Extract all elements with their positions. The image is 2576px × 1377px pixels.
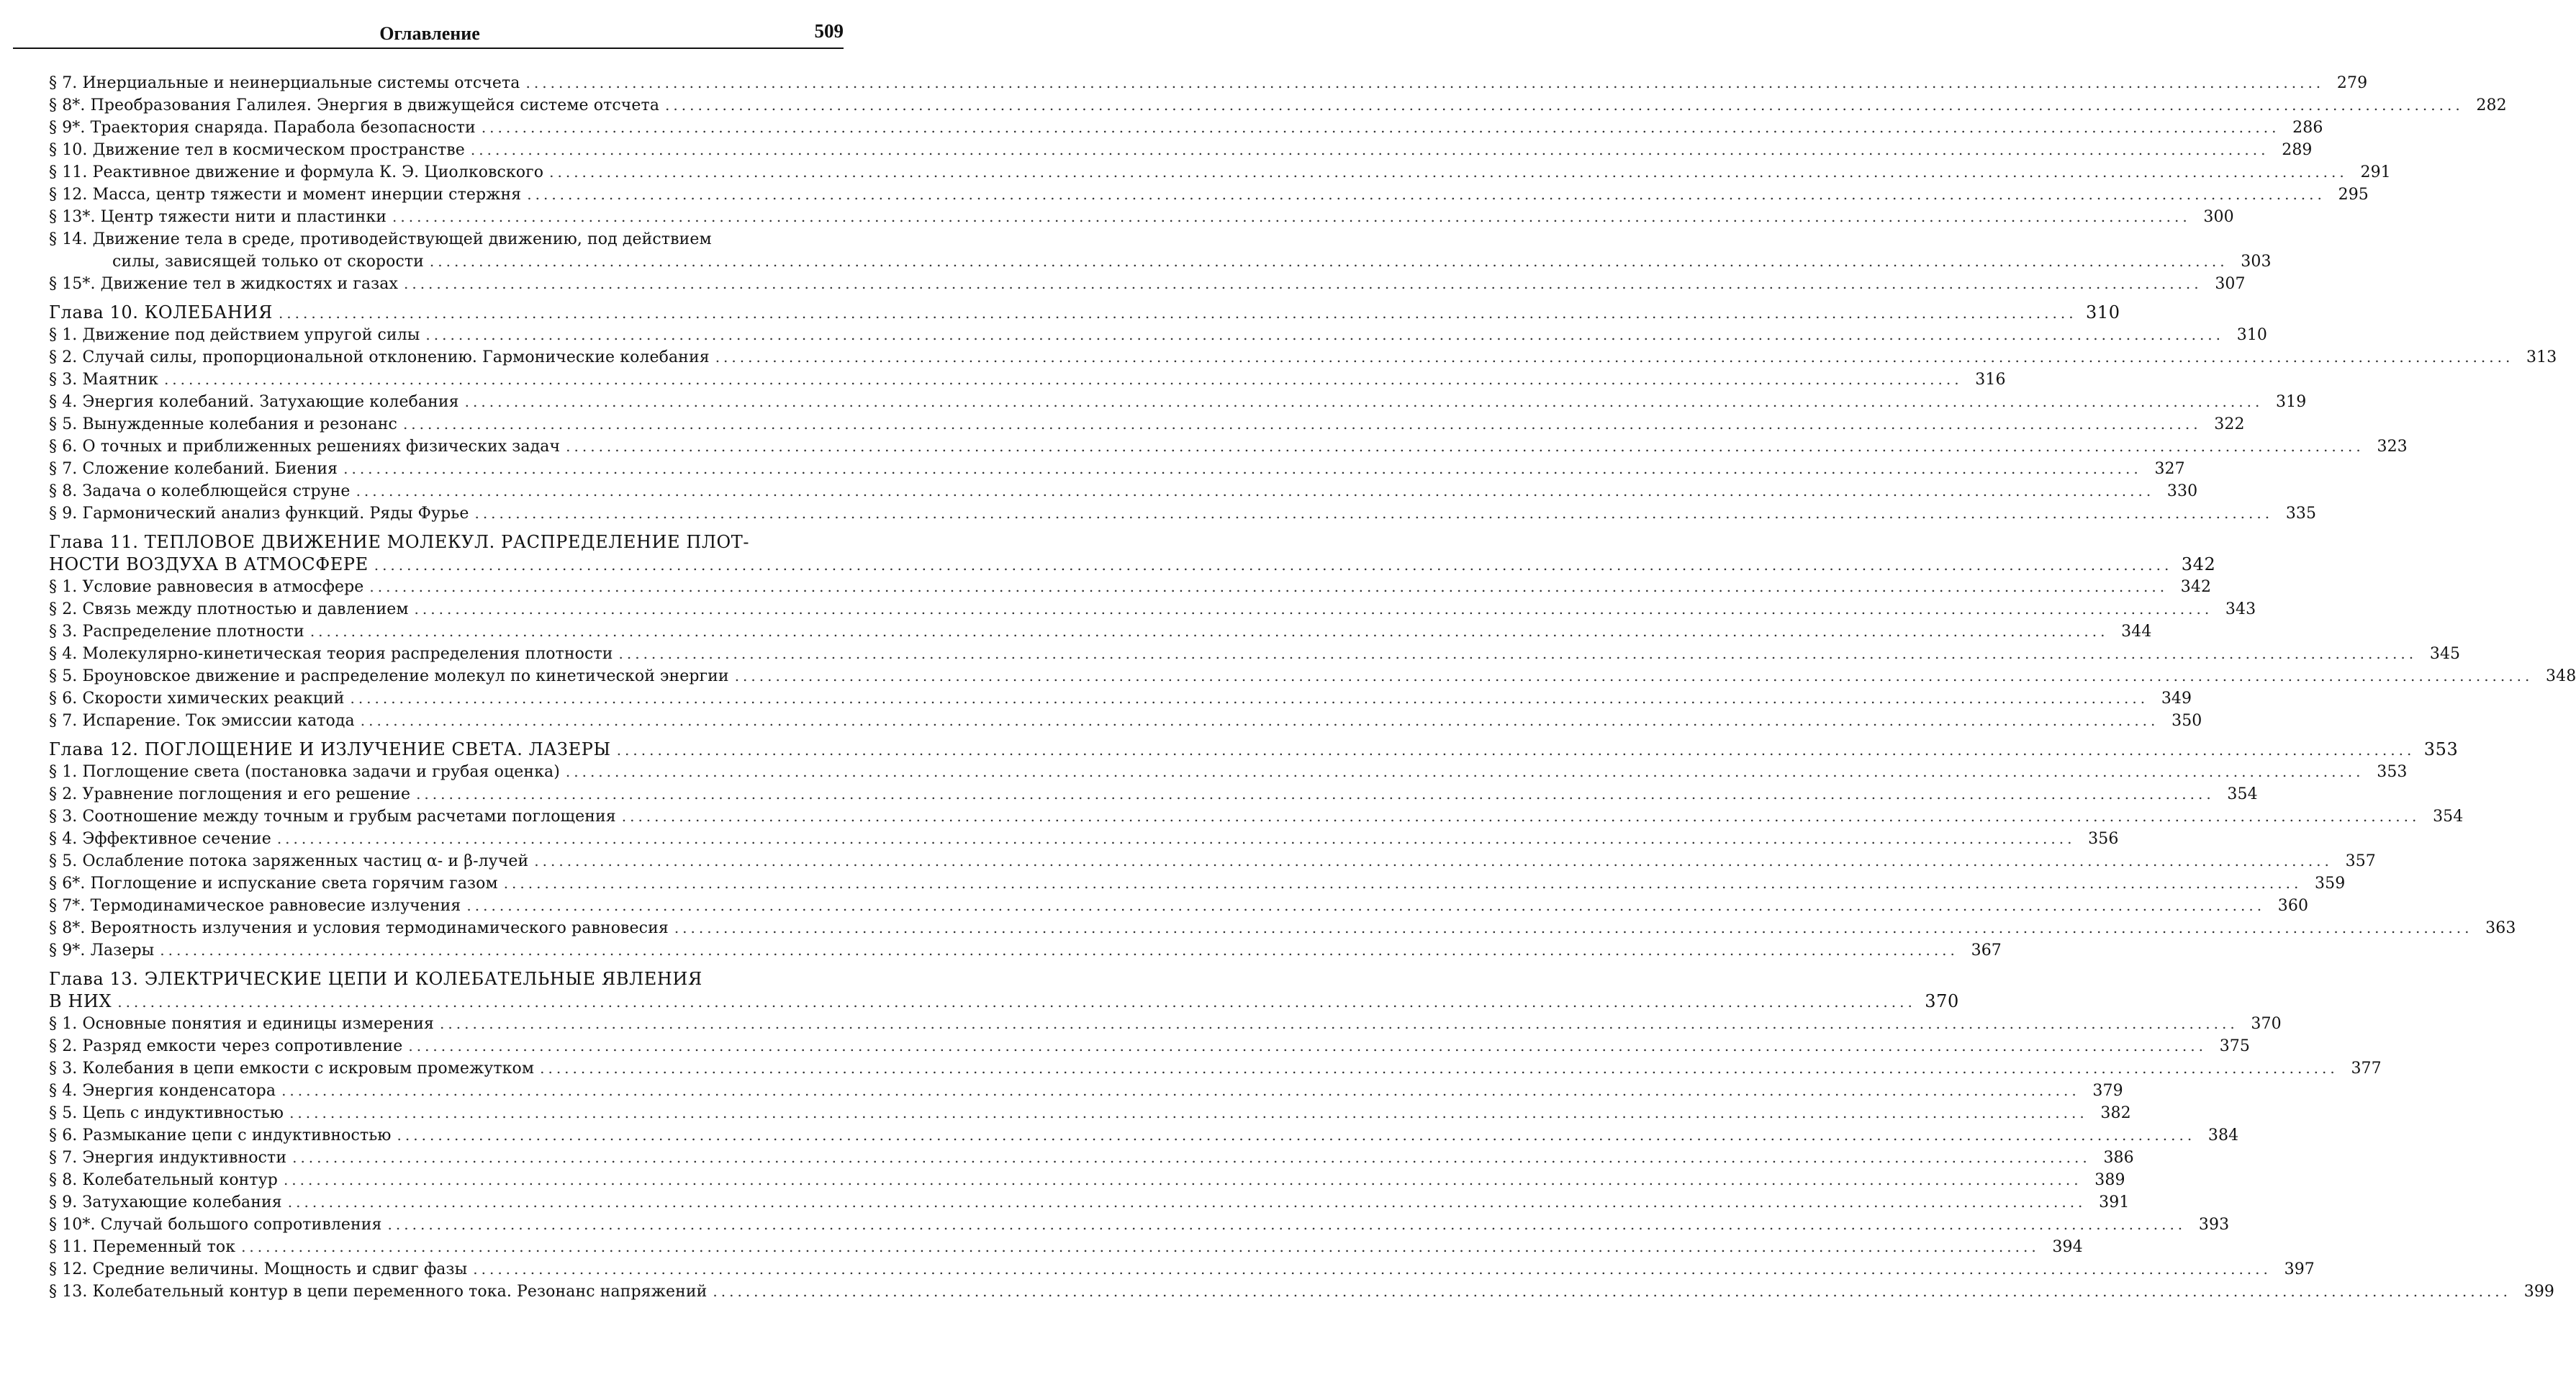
toc-entry xyxy=(49,895,2309,917)
toc-entry xyxy=(49,783,2258,805)
toc-entry xyxy=(49,1147,2134,1169)
toc-entry-title: § 6. Скорости химических реакций xyxy=(49,690,345,708)
toc-entry-title: § 6*. Поглощение и испускание света горячим газом xyxy=(49,875,498,893)
toc-entry xyxy=(49,184,2369,206)
toc-chapter-heading xyxy=(49,739,2459,761)
toc-entry-title: § 7*. Термодинамическое равновесие излучения xyxy=(49,897,461,915)
toc-entry-title: § 2. Случай силы, пропорциональной отклонению. Гармонические колебания xyxy=(49,348,710,366)
toc-entry-title: § 13. Колебательный контур в цепи переменного тока. Резонанс напряжений xyxy=(49,1283,708,1301)
toc-page-number: 393 xyxy=(2198,1216,2230,1234)
toc-entry-title: § 7. Сложение колебаний. Биения xyxy=(49,460,338,478)
toc-page-number: 379 xyxy=(2092,1082,2123,1100)
toc-entry xyxy=(49,643,2461,665)
toc-page-number: 357 xyxy=(2345,852,2376,870)
header-rule xyxy=(13,48,844,49)
dot-leader: ............................................................................................................................................................................................................................ xyxy=(369,578,2169,595)
toc-page-number: 330 xyxy=(2166,482,2198,500)
dot-leader: ............................................................................................................................................................................................................................ xyxy=(540,1060,2338,1077)
toc-page-number: 316 xyxy=(1975,371,2006,389)
toc-entry xyxy=(49,206,2234,228)
toc-entry xyxy=(49,1124,2239,1147)
toc-entry-title: § 5. Вынужденные колебания и резонанс xyxy=(49,415,397,433)
toc-page-number: 353 xyxy=(2423,739,2459,759)
toc-entry xyxy=(49,828,2119,850)
dot-leader: ............................................................................................................................................................................................................................ xyxy=(160,942,1958,959)
toc-entry-title: В НИХ xyxy=(49,991,112,1011)
toc-entry xyxy=(49,1281,2555,1303)
dot-leader: ............................................................................................................................................................................................................................ xyxy=(292,1149,2091,1166)
toc-page-number: 363 xyxy=(2485,919,2516,937)
toc-entry-title: § 4. Энергия конденсатора xyxy=(49,1082,276,1100)
dot-leader: ............................................................................................................................................................................................................................ xyxy=(470,141,2269,158)
toc-entry-title: § 2. Разряд емкости через сопротивление xyxy=(49,1037,403,1055)
toc-page-number: 295 xyxy=(2338,186,2369,204)
toc-entry-title: § 3. Соотношение между точным и грубым расчетами поглощения xyxy=(49,808,616,826)
dot-leader: ............................................................................................................................................................................................................................ xyxy=(278,304,2077,322)
toc-entry xyxy=(49,346,2557,369)
dot-leader: ............................................................................................................................................................................................................................ xyxy=(425,326,2225,343)
dot-leader: ............................................................................................................................................................................................................................ xyxy=(565,763,2364,780)
dot-leader: ............................................................................................................................................................................................................................ xyxy=(117,993,1916,1011)
dot-leader: ............................................................................................................................................................................................................................ xyxy=(527,186,2326,203)
toc-page-number: 386 xyxy=(2103,1149,2134,1167)
toc-entry xyxy=(49,273,2246,295)
toc-chapter-heading xyxy=(49,554,2216,576)
toc-page-number: 354 xyxy=(2227,785,2258,803)
toc-entry-title: § 4. Эффективное сечение xyxy=(49,830,271,848)
toc-entry xyxy=(49,1080,2123,1102)
dot-leader: ............................................................................................................................................................................................................................ xyxy=(481,119,2280,136)
toc-entry-title: § 7. Испарение. Ток эмиссии катода xyxy=(49,712,355,730)
toc-page-number: 286 xyxy=(2292,119,2323,137)
toc-page-number: 356 xyxy=(2088,830,2119,848)
toc-page-number: 367 xyxy=(1971,942,2002,960)
toc-entry-title: Глава 13. ЭЛЕКТРИЧЕСКИЕ ЦЕПИ И КОЛЕБАТЕЛЬНЫЕ ЯВЛЕНИЯ xyxy=(49,969,702,989)
toc-entry xyxy=(49,391,2307,413)
toc-entry-title: § 11. Реактивное движение и формула К. Э. Циолковского xyxy=(49,163,544,181)
toc-entry xyxy=(49,598,2256,620)
dot-leader: ............................................................................................................................................................................................................................ xyxy=(440,1015,2238,1032)
toc-entry-title: § 5. Броуновское движение и распределение молекул по кинетической энергии xyxy=(49,667,729,685)
toc-entry-title: § 6. О точных и приближенных решениях физических задач xyxy=(49,438,561,456)
toc-page-number: 327 xyxy=(2154,460,2185,478)
toc-entry xyxy=(49,1035,2250,1057)
toc-page-number: 343 xyxy=(2225,600,2256,618)
toc-page-number: 377 xyxy=(2351,1060,2382,1078)
dot-leader: ............................................................................................................................................................................................................................ xyxy=(350,690,2149,707)
toc-page-number: 370 xyxy=(2251,1015,2282,1033)
toc-entry-title: НОСТИ ВОЗДУХА В АТМОСФЕРЕ xyxy=(49,554,369,574)
toc-page-number: 359 xyxy=(2315,875,2346,893)
toc-entry-title: § 3. Маятник xyxy=(49,371,158,389)
dot-leader: ............................................................................................................................................................................................................................ xyxy=(283,1171,2082,1188)
toc-entry-title: § 8*. Преобразования Галилея. Энергия в движущейся системе отсчета xyxy=(49,96,660,114)
dot-leader: ............................................................................................................................................................................................................................ xyxy=(309,623,2109,640)
toc-page-number: 397 xyxy=(2284,1260,2315,1278)
toc-entry xyxy=(49,872,2346,895)
toc-section-block xyxy=(49,739,2516,962)
toc-entry-title: § 12. Масса, центр тяжести и момент инерции стержня xyxy=(49,186,522,204)
dot-leader: ............................................................................................................................................................................................................................ xyxy=(403,275,2202,292)
toc-entry xyxy=(49,94,2507,117)
dot-leader: ............................................................................................................................................................................................................................ xyxy=(281,1082,2080,1099)
toc-entry xyxy=(49,1057,2382,1080)
toc-chapter-heading xyxy=(49,302,2120,324)
toc-entry xyxy=(49,710,2202,732)
toc-entry-title: Глава 10. КОЛЕБАНИЯ xyxy=(49,302,273,322)
toc-page-number: 354 xyxy=(2433,808,2464,826)
toc-entry xyxy=(49,250,2272,273)
toc-entry-title: § 1. Условие равновесия в атмосфере xyxy=(49,578,364,596)
toc-entry xyxy=(49,939,2002,962)
toc-entry-title: Глава 12. ПОГЛОЩЕНИЕ И ИЗЛУЧЕНИЕ СВЕТА. ЛАЗЕРЫ xyxy=(49,739,611,759)
dot-leader: ............................................................................................................................................................................................................................ xyxy=(163,371,1963,388)
toc-entry xyxy=(49,1169,2125,1191)
toc-page-number: 375 xyxy=(2219,1037,2250,1055)
toc-entry-title: § 14. Движение тела в среде, противодействующей движению, под действием xyxy=(49,230,712,248)
dot-leader: ............................................................................................................................................................................................................................ xyxy=(734,667,2534,685)
toc-entry-title: § 2. Уравнение поглощения и его решение xyxy=(49,785,411,803)
dot-leader: ............................................................................................................................................................................................................................ xyxy=(713,1283,2512,1300)
toc-page-number: 322 xyxy=(2214,415,2245,433)
toc-entry xyxy=(49,761,2408,783)
table-of-contents xyxy=(49,72,2576,1309)
toc-entry-title: § 7. Энергия индуктивности xyxy=(49,1149,287,1167)
toc-entry xyxy=(49,1191,2130,1214)
toc-chapter-heading xyxy=(49,531,806,554)
toc-page-number: 323 xyxy=(2377,438,2408,456)
toc-section-block xyxy=(49,72,2507,295)
toc-entry xyxy=(49,576,2212,598)
toc-page-number: 353 xyxy=(2377,763,2408,781)
toc-entry-title: § 1. Основные понятия и единицы измерения xyxy=(49,1015,435,1033)
toc-entry-title: § 8. Колебательный контур xyxy=(49,1171,278,1189)
dot-leader: ............................................................................................................................................................................................................................ xyxy=(464,393,2264,410)
toc-entry-title: § 11. Переменный ток xyxy=(49,1238,236,1256)
toc-page-number: 350 xyxy=(2171,712,2202,730)
toc-entry xyxy=(49,1013,2282,1035)
toc-entry-title: § 9. Гармонический анализ функций. Ряды Фурье xyxy=(49,505,469,523)
toc-entry-title: § 8. Задача о колеблющейся струне xyxy=(49,482,351,500)
toc-page-number: 335 xyxy=(2285,505,2317,523)
toc-entry xyxy=(49,502,2317,525)
toc-entry-title: § 13*. Центр тяжести нити и пластинки xyxy=(49,208,387,226)
dot-leader: ............................................................................................................................................................................................................................ xyxy=(503,875,2302,892)
dot-leader: ............................................................................................................................................................................................................................ xyxy=(392,208,2191,225)
toc-entry xyxy=(49,687,2192,710)
dot-leader: ............................................................................................................................................................................................................................ xyxy=(241,1238,2040,1255)
toc-page-number: 282 xyxy=(2476,96,2507,114)
dot-leader: ............................................................................................................................................................................................................................ xyxy=(360,712,2159,729)
toc-page-number: 399 xyxy=(2523,1283,2555,1301)
dot-leader: ............................................................................................................................................................................................................................ xyxy=(374,556,2173,574)
toc-entry-title: § 10*. Случай большого сопротивления xyxy=(49,1216,382,1234)
toc-entry-title: § 5. Ослабление потока заряженных частиц α- и β-лучей xyxy=(49,852,529,870)
toc-entry-title: § 10. Движение тел в космическом пространстве xyxy=(49,141,465,159)
toc-entry xyxy=(49,805,2464,828)
toc-section-block xyxy=(49,531,2576,732)
toc-entry xyxy=(49,413,2245,435)
dot-leader: ............................................................................................................................................................................................................................ xyxy=(525,74,2325,91)
toc-page-number: 370 xyxy=(1925,991,1959,1011)
toc-page-number: 319 xyxy=(2276,393,2307,411)
toc-entry-title: § 2. Связь между плотностью и давлением xyxy=(49,600,409,618)
toc-page-number: 344 xyxy=(2121,623,2152,641)
dot-leader: ............................................................................................................................................................................................................................ xyxy=(549,163,2348,181)
dot-leader: ............................................................................................................................................................................................................................ xyxy=(408,1037,2207,1055)
toc-page-number: 291 xyxy=(2360,163,2391,181)
toc-page-number: 391 xyxy=(2099,1193,2130,1211)
dot-leader: ............................................................................................................................................................................................................................ xyxy=(665,96,2464,114)
dot-leader: ............................................................................................................................................................................................................................ xyxy=(616,741,2415,759)
toc-entry xyxy=(49,1258,2315,1281)
toc-chapter-heading xyxy=(49,990,1959,1013)
toc-entry xyxy=(49,435,2408,458)
dot-leader: ............................................................................................................................................................................................................................ xyxy=(416,785,2215,803)
dot-leader: ............................................................................................................................................................................................................................ xyxy=(397,1127,2196,1144)
dot-leader: ............................................................................................................................................................................................................................ xyxy=(715,348,2514,366)
toc-entry xyxy=(49,1236,2083,1258)
toc-entry-title: § 6. Размыкание цепи с индуктивностью xyxy=(49,1127,392,1145)
toc-chapter-heading xyxy=(49,968,806,990)
toc-page-number: 307 xyxy=(2215,275,2246,293)
toc-entry xyxy=(49,850,2376,872)
toc-page-number: 303 xyxy=(2241,253,2272,271)
toc-page-number: 342 xyxy=(2181,554,2216,574)
toc-page-number: 389 xyxy=(2094,1171,2125,1189)
toc-entry-title: § 1. Поглощение света (постановка задачи и грубая оценка) xyxy=(49,763,560,781)
toc-entry-title: § 9. Затухающие колебания xyxy=(49,1193,282,1211)
toc-entry xyxy=(49,458,2185,480)
dot-leader: ............................................................................................................................................................................................................................ xyxy=(474,505,2274,522)
toc-page-number: 289 xyxy=(2282,141,2313,159)
toc-entry-title: § 3. Колебания в цепи емкости с искровым промежутком xyxy=(49,1060,535,1078)
toc-entry-title: Глава 11. ТЕПЛОВОЕ ДВИЖЕНИЕ МОЛЕКУЛ. РАСПРЕДЕЛЕНИЕ ПЛОТ- xyxy=(49,532,750,552)
toc-entry xyxy=(49,665,2576,687)
toc-entry-title: § 3. Распределение плотности xyxy=(49,623,304,641)
toc-entry-title: § 7. Инерциальные и неинерциальные системы отсчета xyxy=(49,74,520,92)
dot-leader: ............................................................................................................................................................................................................................ xyxy=(414,600,2213,618)
toc-entry-title: силы, зависящей только от скорости xyxy=(112,253,424,271)
page-number: 509 xyxy=(814,20,844,42)
toc-page-number: 279 xyxy=(2336,74,2368,92)
dot-leader: ............................................................................................................................................................................................................................ xyxy=(343,460,2142,477)
toc-page-number: 345 xyxy=(2429,645,2461,663)
dot-leader: ............................................................................................................................................................................................................................ xyxy=(466,897,2266,914)
toc-entry-title: § 9*. Лазеры xyxy=(49,942,155,960)
toc-page-number: 349 xyxy=(2161,690,2192,708)
toc-page-number: 394 xyxy=(2052,1238,2083,1256)
toc-page-number: 300 xyxy=(2203,208,2234,226)
toc-section-block xyxy=(49,302,2557,525)
dot-leader: ............................................................................................................................................................................................................................ xyxy=(566,438,2364,455)
toc-entry-title: § 4. Молекулярно-кинетическая теория распределения плотности xyxy=(49,645,613,663)
toc-entry xyxy=(49,72,2368,94)
dot-leader: ............................................................................................................................................................................................................................ xyxy=(356,482,2155,500)
toc-page-number: 342 xyxy=(2180,578,2212,596)
toc-entry xyxy=(49,161,2391,184)
header-title: Оглавление xyxy=(379,23,480,44)
toc-entry-title: § 9*. Траектория снаряда. Парабола безопасности xyxy=(49,119,476,137)
toc-entry-title: § 12. Средние величины. Мощность и сдвиг фазы xyxy=(49,1260,468,1278)
toc-entry xyxy=(49,480,2198,502)
toc-page-number: 348 xyxy=(2546,667,2576,685)
toc-entry-title: § 5. Цепь с индуктивностью xyxy=(49,1104,284,1122)
toc-entry xyxy=(49,917,2516,939)
dot-leader: ............................................................................................................................................................................................................................ xyxy=(429,253,2228,270)
toc-page-number: 310 xyxy=(2085,302,2120,322)
dot-leader: ............................................................................................................................................................................................................................ xyxy=(534,852,2333,870)
toc-entry xyxy=(49,369,2006,391)
toc-entry xyxy=(49,117,2323,139)
toc-entry xyxy=(49,324,2268,346)
dot-leader: ............................................................................................................................................................................................................................ xyxy=(387,1216,2187,1233)
dot-leader: ............................................................................................................................................................................................................................ xyxy=(674,919,2473,936)
page-header xyxy=(16,14,844,50)
toc-entry xyxy=(49,228,806,250)
toc-entry xyxy=(49,139,2313,161)
dot-leader: ............................................................................................................................................................................................................................ xyxy=(618,645,2418,662)
toc-entry xyxy=(49,1214,2230,1236)
dot-leader: ............................................................................................................................................................................................................................ xyxy=(276,830,2076,847)
dot-leader: ............................................................................................................................................................................................................................ xyxy=(473,1260,2272,1278)
toc-page-number: 384 xyxy=(2207,1127,2239,1145)
toc-page-number: 382 xyxy=(2100,1104,2131,1122)
toc-page-number: 310 xyxy=(2236,326,2268,344)
toc-entry-title: § 4. Энергия колебаний. Затухающие колебания xyxy=(49,393,459,411)
toc-entry xyxy=(49,1102,2131,1124)
toc-entry-title: § 15*. Движение тел в жидкостях и газах xyxy=(49,275,398,293)
dot-leader: ............................................................................................................................................................................................................................ xyxy=(402,415,2202,433)
dot-leader: ............................................................................................................................................................................................................................ xyxy=(289,1104,2088,1121)
dot-leader: ............................................................................................................................................................................................................................ xyxy=(287,1193,2087,1211)
toc-section-block xyxy=(49,968,2555,1303)
toc-page-number: 360 xyxy=(2277,897,2309,915)
toc-entry xyxy=(49,620,2152,643)
toc-entry-title: § 8*. Вероятность излучения и условия термодинамического равновесия xyxy=(49,919,669,937)
toc-page-number: 313 xyxy=(2526,348,2557,366)
dot-leader: ............................................................................................................................................................................................................................ xyxy=(621,808,2421,825)
toc-entry-title: § 1. Движение под действием упругой силы xyxy=(49,326,420,344)
